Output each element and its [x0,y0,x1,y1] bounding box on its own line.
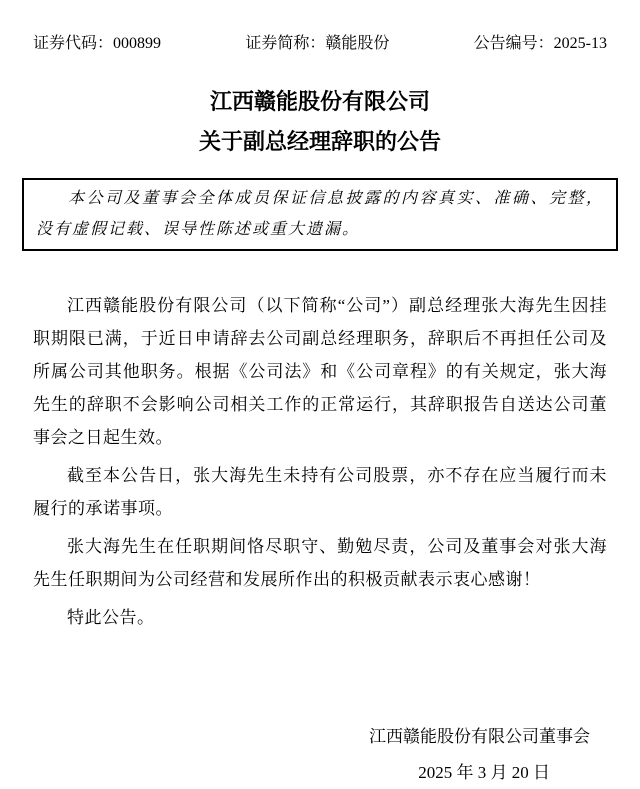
body-paragraph-3: 张大海先生在任职期间恪尽职守、勤勉尽责，公司及董事会对张大海先生任职期间为公司经营和发展所作出的积极贡献表示衷心感谢！ [33,537,607,589]
announcement-number: 公告编号：2025-13 [473,35,607,52]
body-paragraph-1: 江西赣能股份有限公司（以下简称“公司”）副总经理张大海先生因挂职期限已满，于近日申请辞去公司副总经理职务，辞职后不再担任公司及所属公司其他职务。根据《公司法》和《公司章程》的有关规定，张大海先生的辞职不会影响公司相关工作的正常运行，其辞职报告自送达公司董事会之日起生效。 [33,296,607,447]
body-paragraph-2: 截至本公告日，张大海先生未持有公司股票，亦不存在应当履行而未履行的承诺事项。 [33,466,607,518]
stock-code: 证券代码：000899 [33,35,162,52]
document-body [33,289,607,634]
company-title: 江西赣能股份有限公司 [209,89,430,114]
signature-company: 江西赣能股份有限公司董事会 [369,727,590,746]
document-header [33,34,607,54]
disclaimer-box [22,178,618,251]
body-paragraph-closing: 特此公告。 [67,608,155,627]
signature-block [33,720,607,789]
signature-date: 2025 年 3 月 20 日 [418,763,550,782]
announcement-title: 关于副总经理辞职的公告 [198,129,441,154]
stock-abbreviation: 证券简称：赣能股份 [245,35,390,52]
disclaimer-text: 本公司及董事会全体成员保证信息披露的内容真实、准确、完整，没有虚假记载、误导性陈述或重大遗漏。 [36,190,604,238]
